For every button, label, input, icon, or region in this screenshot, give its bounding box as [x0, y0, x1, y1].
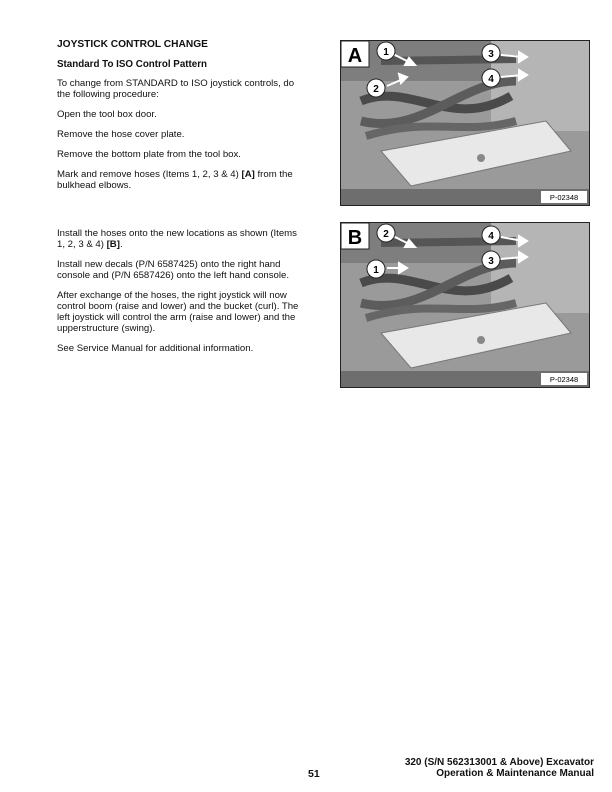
svg-text:4: 4 [488, 74, 494, 85]
figure-code: P-02348 [549, 375, 579, 384]
callout-4 [482, 69, 500, 87]
see-service-manual: See Service Manual for additional information. [57, 343, 254, 354]
step-remove-bottom: Remove the bottom plate from the tool box. [57, 149, 241, 160]
figure-a [340, 40, 590, 206]
manual-title-line1: 320 (S/N 562313001 & Above) Excavator [404, 757, 594, 768]
callout-2 [367, 79, 385, 97]
svg-text:2: 2 [383, 229, 389, 240]
after-exchange-paragraph: After exchange of the hoses, the right joystick will now control boom (raise and lower) and the bucket (curl). The left joystick will control the arm (raise and lower) and the upperstructure (swing). [57, 290, 299, 334]
page-number: 51 [308, 768, 320, 780]
step-open-toolbox: Open the tool box door. [57, 109, 157, 120]
figure-b [340, 222, 590, 388]
svg-text:3: 3 [488, 256, 494, 267]
callout-2 [377, 224, 395, 242]
intro-paragraph: To change from STANDARD to ISO joystick controls, do the following procedure: [57, 78, 295, 100]
figure-letter-box [341, 223, 369, 249]
section-heading: JOYSTICK CONTROL CHANGE [57, 39, 208, 50]
procedure-column-bottom [57, 228, 305, 363]
figure-letter: A [347, 45, 363, 67]
callout-1 [377, 42, 395, 60]
figure-code: P-02348 [549, 193, 579, 202]
step-remove-cover: Remove the hose cover plate. [57, 129, 185, 140]
manual-title-line2: Operation & Maintenance Manual [436, 768, 594, 779]
svg-text:4: 4 [488, 231, 494, 242]
procedure-column-top [57, 78, 305, 200]
callout-3 [482, 251, 500, 269]
step-mark-remove: Mark and remove hoses (Items 1, 2, 3 & 4) [A] from the bulkhead elbows. [57, 169, 293, 191]
step-install-decals: Install new decals (P/N 6587425) onto the right hand console and (P/N 6587426) onto the left hand console. [57, 259, 290, 281]
svg-text:2: 2 [373, 84, 379, 95]
figure-letter: B [347, 227, 363, 249]
figure-letter-box [341, 41, 369, 67]
svg-text:1: 1 [373, 265, 379, 276]
figure-ref-b: [B] [106, 239, 120, 250]
svg-text:3: 3 [488, 49, 494, 60]
step-install-hoses: Install the hoses onto the new locations as shown (Items 1, 2, 3 & 4) [B]. [57, 228, 297, 250]
callout-4 [482, 226, 500, 244]
subsection-heading: Standard To ISO Control Pattern [57, 59, 208, 70]
manual-title [334, 757, 594, 779]
callout-3 [482, 44, 500, 62]
callout-1 [367, 260, 385, 278]
figure-ref-a: [A] [241, 169, 255, 180]
svg-text:1: 1 [383, 47, 389, 58]
